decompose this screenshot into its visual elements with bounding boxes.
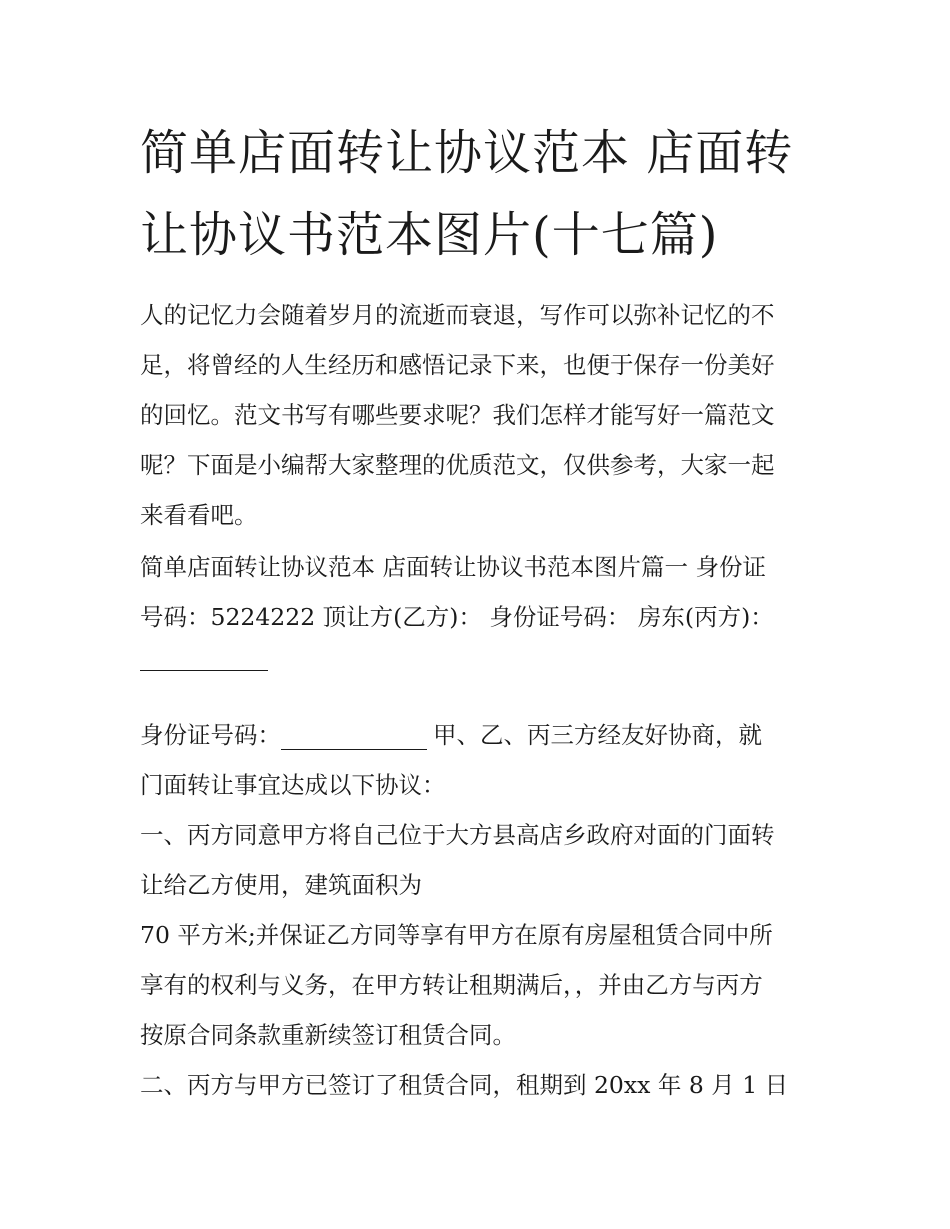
text-line: 号码：5224222 顶让方(乙方)： 身份证号码： 房东(丙方)： <box>140 603 774 631</box>
blank-underline <box>140 648 268 671</box>
text-line: 呢？下面是小编帮大家整理的优质范文，仅供参考，大家一起 <box>140 451 775 479</box>
title-line: 让协议书范本图片(十七篇) <box>140 207 719 263</box>
text-line: 人的记忆力会随着岁月的流逝而衰退，写作可以弥补记忆的不 <box>140 301 775 329</box>
text-line: 足，将曾经的人生经历和感悟记录下来，也便于保存一份美好 <box>140 351 775 379</box>
text-line: 的回忆。范文书写有哪些要求呢？我们怎样才能写好一篇范文 <box>140 401 775 429</box>
clause-1-line: 让给乙方使用，建筑面积为 <box>140 871 422 899</box>
clause-1-line: 按原合同条款重新续签订租赁合同。 <box>140 1021 516 1049</box>
clause-1-line: 一、丙方同意甲方将自己位于大方县高店乡政府对面的门面转 <box>140 821 775 849</box>
clause-2-line: 二、丙方与甲方已签订了租赁合同，租期到 20xx 年 8 月 1 日 <box>140 1071 789 1099</box>
title-line: 简单店面转让协议范本 店面转 <box>140 125 794 181</box>
text-line: 简单店面转让协议范本 店面转让协议书范本图片篇一 身份证 <box>140 553 766 581</box>
blank-field-line <box>140 642 812 692</box>
intro-paragraph <box>140 290 812 540</box>
text-fragment: 甲、乙、丙三方经友好协商，就 <box>433 721 762 749</box>
document-title <box>140 112 812 276</box>
blank-underline <box>281 719 427 750</box>
text-line <box>140 710 812 760</box>
text-line: 来看看吧。 <box>140 501 258 529</box>
id-label: 身份证号码： <box>140 721 281 749</box>
clause-1-line: 享有的权利与义务，在甲方转让租期满后，，并由乙方与丙方 <box>140 971 763 999</box>
clause-1-line: 70 平方米;并保证乙方同等享有甲方在原有房屋租赁合同中所 <box>140 921 773 949</box>
text-line: 门面转让事宜达成以下协议： <box>140 771 446 799</box>
document-page <box>140 112 812 1110</box>
agreement-section <box>140 542 812 1110</box>
